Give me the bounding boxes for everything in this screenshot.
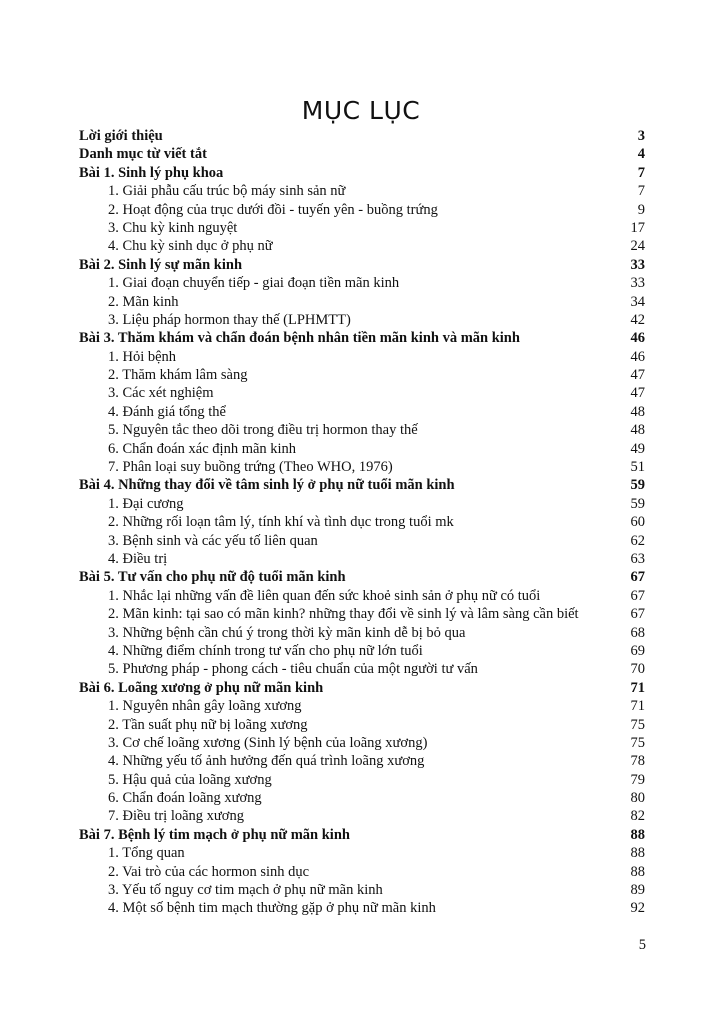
toc-entry-label: 4. Điều trị — [108, 550, 168, 567]
toc-entry-label: 6. Chẩn đoán xác định mãn kinh — [108, 440, 297, 457]
toc-entry-page: 59 — [630, 495, 645, 512]
toc-section-row — [79, 826, 645, 844]
toc-subsection-row — [79, 587, 645, 605]
toc-entry-label: 4. Đánh giá tổng thể — [108, 403, 226, 420]
toc-subsection-row — [79, 348, 645, 366]
toc-entry-page: 89 — [630, 882, 645, 899]
toc-entry-label: 4. Những điểm chính trong tư vấn cho phụ nữ lớn tuổi — [108, 642, 423, 659]
toc-section-row — [79, 476, 645, 494]
toc-entry-label: 2. Tần suất phụ nữ bị loãng xương — [108, 716, 308, 733]
toc-entry-page: 49 — [630, 440, 645, 457]
toc-entry-page: 48 — [630, 403, 645, 420]
toc-entry-label: 1. Nhắc lại những vấn đề liên quan đến sức khoẻ sinh sản ở phụ nữ có tuổi — [108, 587, 541, 604]
toc-entry-label: 3. Các xét nghiệm — [108, 385, 214, 402]
toc-entry-page: 59 — [630, 477, 645, 494]
toc-entry-page: 69 — [630, 642, 645, 659]
toc-entry-label: 1. Nguyên nhân gây loãng xương — [108, 698, 302, 715]
toc-entry-page: 68 — [630, 624, 645, 641]
toc-entry-label: 2. Mãn kinh — [108, 293, 179, 310]
toc-entry-label: 3. Cơ chế loãng xương (Sinh lý bệnh của loãng xương) — [108, 734, 428, 751]
toc-subsection-row — [79, 237, 645, 255]
toc-entry-page: 88 — [630, 826, 645, 843]
toc-subsection-row — [79, 458, 645, 476]
toc-entry-label: 3. Bệnh sinh và các yếu tố liên quan — [108, 532, 318, 549]
toc-entry-page: 67 — [630, 569, 645, 586]
toc-subsection-row — [79, 366, 645, 384]
toc-entry-page: 48 — [630, 422, 645, 439]
toc-subsection-row — [79, 219, 645, 237]
toc-entry-label: 3. Yếu tố nguy cơ tim mạch ở phụ nữ mãn kinh — [108, 882, 383, 899]
toc-entry-label: 3. Chu kỳ kinh nguyệt — [108, 219, 238, 236]
toc-entry-page: 46 — [630, 330, 645, 347]
toc-subsection-row — [79, 421, 645, 439]
toc-subsection-row — [79, 771, 645, 789]
toc-entry-label: Bài 7. Bệnh lý tim mạch ở phụ nữ mãn kinh — [79, 826, 350, 843]
toc-subsection-row — [79, 311, 645, 329]
toc-entry-label: 1. Hỏi bệnh — [108, 348, 177, 365]
toc-subsection-row — [79, 403, 645, 421]
toc-entry-label: 2. Hoạt động của trục dưới đồi - tuyến yên - buồng trứng — [108, 201, 438, 218]
toc-subsection-row — [79, 274, 645, 292]
toc-entry-page: 60 — [630, 514, 645, 531]
toc-entry-label: Bài 6. Loãng xương ở phụ nữ mãn kinh — [79, 679, 324, 696]
toc-section-row — [79, 256, 645, 274]
toc-entry-page: 70 — [630, 661, 645, 678]
toc-entry-label: 2. Thăm khám lâm sàng — [108, 367, 248, 384]
toc-entry-label: 2. Vai trò của các hormon sinh dục — [108, 863, 310, 880]
toc-entry-label: 1. Đại cương — [108, 495, 184, 512]
toc-entry-page: 79 — [630, 771, 645, 788]
toc-subsection-row — [79, 384, 645, 402]
toc-entry-page: 33 — [630, 275, 645, 292]
toc-subsection-row — [79, 697, 645, 715]
toc-entry-label: 5. Hậu quả của loãng xương — [108, 771, 272, 788]
toc-entry-page: 33 — [630, 256, 645, 273]
toc-entry-label: 4. Chu kỳ sinh dục ở phụ nữ — [108, 238, 273, 255]
toc-entry-page: 7 — [637, 183, 645, 200]
toc-section-row — [79, 145, 645, 163]
toc-subsection-row — [79, 605, 645, 623]
toc-entry-page: 80 — [630, 790, 645, 807]
toc-entry-page: 92 — [630, 900, 645, 917]
toc-entry-page: 42 — [630, 311, 645, 328]
toc-entry-label: 1. Giải phẫu cấu trúc bộ máy sinh sản nữ — [108, 183, 346, 200]
toc-entry-label: Bài 3. Thăm khám và chẩn đoán bệnh nhân tiền mãn kinh và mãn kinh — [79, 330, 520, 347]
toc-entry-page: 17 — [630, 219, 645, 236]
toc-entry-page: 75 — [630, 734, 645, 751]
toc-entry-label: Lời giới thiệu — [79, 128, 163, 144]
toc-subsection-row — [79, 863, 645, 881]
toc-entry-page: 75 — [630, 716, 645, 733]
toc-subsection-row — [79, 624, 645, 642]
toc-subsection-row — [79, 716, 645, 734]
toc-entry-label: Bài 1. Sinh lý phụ khoa — [79, 164, 224, 181]
toc-entry-label: 3. Liệu pháp hormon thay thế (LPHMTT) — [108, 311, 351, 328]
toc-entry-label: 3. Những bệnh cần chú ý trong thời kỳ mãn kinh dễ bị bỏ qua — [108, 624, 466, 641]
toc-entry-page: 88 — [630, 845, 645, 862]
toc-subsection-row — [79, 201, 645, 219]
toc-entry-page: 88 — [630, 863, 645, 880]
toc-entry-label: 2. Những rối loạn tâm lý, tính khí và tình dục trong tuổi mk — [108, 514, 454, 531]
toc-entry-page: 47 — [630, 367, 645, 384]
toc-entry-page: 71 — [630, 679, 645, 696]
toc-entry-label: 5. Phương pháp - phong cách - tiêu chuẩn của một người tư vấn — [108, 661, 478, 678]
toc-section-row — [79, 127, 645, 145]
toc-entry-page: 4 — [637, 146, 645, 163]
toc-subsection-row — [79, 660, 645, 678]
toc-entry-page: 71 — [630, 698, 645, 715]
toc-subsection-row — [79, 807, 645, 825]
toc-entry-label: 1. Tổng quan — [108, 845, 185, 862]
toc-entry-label: 4. Những yếu tố ảnh hưởng đến quá trình loãng xương — [108, 753, 425, 770]
toc-entry-label: Bài 5. Tư vấn cho phụ nữ độ tuổi mãn kinh — [79, 569, 346, 586]
toc-subsection-row — [79, 642, 645, 660]
table-of-contents — [79, 127, 645, 918]
toc-entry-label: Danh mục từ viết tắt — [79, 146, 207, 163]
toc-entry-label: 7. Phân loại suy buồng trứng (Theo WHO, 1976) — [108, 459, 393, 476]
toc-entry-label: 6. Chẩn đoán loãng xương — [108, 790, 262, 807]
toc-subsection-row — [79, 513, 645, 531]
toc-subsection-row — [79, 881, 645, 899]
toc-entry-page: 47 — [630, 385, 645, 402]
toc-entry-page: 62 — [630, 532, 645, 549]
toc-section-row — [79, 568, 645, 586]
toc-entry-label: 4. Một số bệnh tim mạch thường gặp ở phụ nữ mãn kinh — [108, 900, 436, 917]
toc-entry-page: 46 — [630, 348, 645, 365]
toc-subsection-row — [79, 440, 645, 458]
toc-entry-label: 2. Mãn kinh: tại sao có mãn kinh? những thay đổi về sinh lý và lâm sàng cần biết — [108, 606, 579, 623]
toc-entry-label: 5. Nguyên tắc theo dõi trong điều trị hormon thay thế — [108, 422, 418, 439]
toc-entry-page: 67 — [630, 587, 645, 604]
toc-subsection-row — [79, 789, 645, 807]
toc-section-row — [79, 329, 645, 347]
toc-entry-page: 34 — [630, 293, 645, 310]
toc-entry-page: 67 — [630, 606, 645, 623]
toc-subsection-row — [79, 293, 645, 311]
toc-section-row — [79, 164, 645, 182]
toc-entry-page: 9 — [637, 201, 645, 218]
toc-entry-page: 78 — [630, 753, 645, 770]
toc-subsection-row — [79, 495, 645, 513]
toc-entry-page: 7 — [637, 164, 645, 181]
toc-subsection-row — [79, 899, 645, 917]
toc-entry-label: 1. Giai đoạn chuyển tiếp - giai đoạn tiền mãn kinh — [108, 275, 400, 292]
toc-entry-page: 82 — [630, 808, 645, 825]
toc-subsection-row — [79, 550, 645, 568]
toc-subsection-row — [79, 182, 645, 200]
page-title: MỤC LỤC — [301, 96, 421, 125]
toc-subsection-row — [79, 532, 645, 550]
toc-entry-label: Bài 2. Sinh lý sự mãn kinh — [79, 256, 243, 273]
toc-entry-page: 63 — [630, 550, 645, 567]
toc-entry-page: 3 — [637, 128, 645, 144]
toc-entry-page: 51 — [630, 459, 645, 476]
toc-section-row — [79, 679, 645, 697]
toc-subsection-row — [79, 734, 645, 752]
page-number: 5 — [638, 937, 646, 953]
toc-subsection-row — [79, 752, 645, 770]
toc-subsection-row — [79, 844, 645, 862]
toc-entry-page: 24 — [630, 238, 645, 255]
toc-entry-label: 7. Điều trị loãng xương — [108, 808, 244, 825]
toc-entry-label: Bài 4. Những thay đổi về tâm sinh lý ở phụ nữ tuổi mãn kinh — [79, 477, 455, 494]
